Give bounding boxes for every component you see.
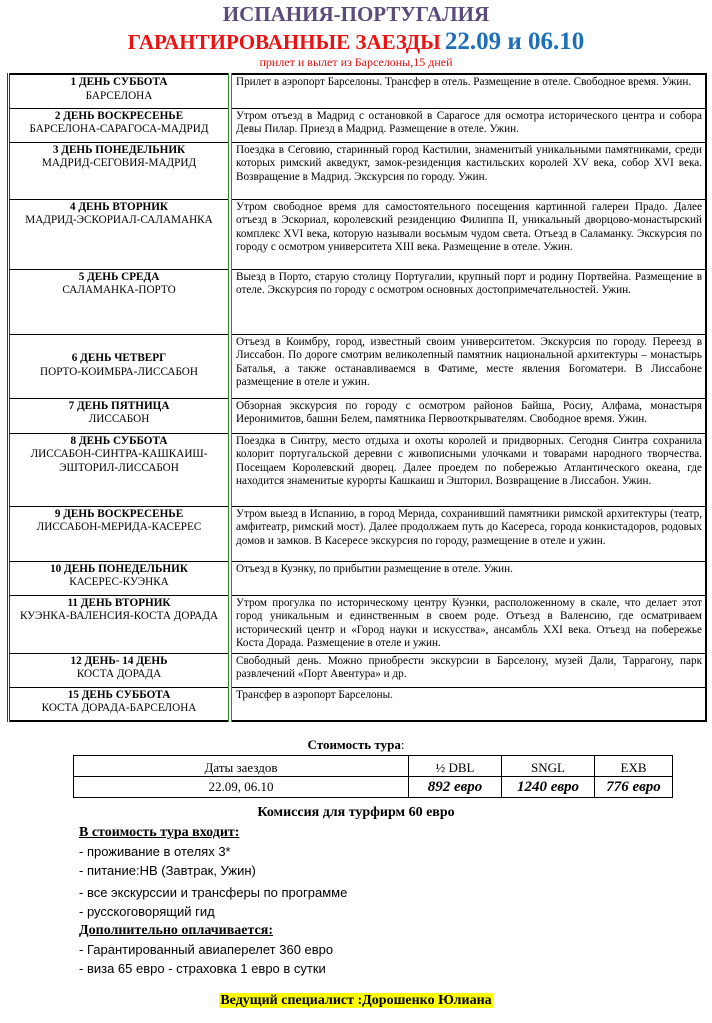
day-route: ЛИССАБОН-СИНТРА-КАШКАИШ-ЭШТОРИЛ-ЛИССАБОН: [30, 448, 208, 474]
extra-item: - Гарантированный авиаперелет 360 евро: [79, 942, 334, 957]
day-description: Утром отъезд в Мадрид с остановкой в Сарагосе для осмотра исторического центра и собора Девы Пилар. Приезд в Мадрид. Размещение в отеле. Ужин.: [230, 108, 706, 142]
tour-cost-label: Стоимость тура: [307, 737, 401, 752]
day-route: КУЭНКА-ВАЛЕНСИЯ-КОСТА ДОРАДА: [19, 610, 219, 622]
price-sngl: 1240 евро: [502, 777, 595, 798]
day-description: Поездка в Синтру, место отдыха и охоты королей и придворных. Сегодня Синтра сохранила колорит португальской деревни с живописными улочками и товарами народного творчества. Посещаем Королевский дворец. Далее проедем по побережью Атлантического океана, где находится знаменитые курорты Кашкаиш и Эшторил. Возвращение в Лиссабон. Ужин.: [230, 433, 706, 506]
day-route: БАРСЕЛОНА-САРАГОСА-МАДРИД: [29, 123, 209, 135]
included-item: - русскоговорящий гид: [79, 904, 215, 919]
itinerary-row: [9, 74, 707, 108]
price-row: [74, 777, 673, 798]
itinerary-row: [9, 561, 707, 595]
day-cell: [9, 653, 231, 687]
included-item: - питание:HB (Завтрак, Ужин): [79, 863, 256, 878]
day-label: 6 ДЕНЬ ЧЕТВЕРГ: [71, 352, 167, 364]
col-dates-header: Даты заездов: [74, 756, 409, 777]
inclusions-section: [79, 823, 347, 978]
extra-item: - виза 65 евро - страховка 1 евро в сутки: [79, 961, 326, 976]
guaranteed-departures-heading: [0, 28, 712, 56]
day-cell: [9, 506, 231, 561]
day-description: Поездка в Сеговию, старинный город Кастилии, знаменитый уникальными памятниками, среди которых римский акведукт, замок-резиденция кастильских королей XV века, собор XVI века. Возвращение в Мадрид. Экскурсия по городу. Ужин.: [230, 142, 706, 199]
day-label: 5 ДЕНЬ СРЕДА: [78, 270, 160, 283]
day-label: 11 ДЕНЬ ВТОРНИК: [67, 596, 171, 609]
guaranteed-departures-label: ГАРАНТИРОВАННЫЕ ЗАЕЗДЫ: [127, 30, 441, 54]
itinerary-row: [9, 506, 707, 561]
day-route: КОСТА ДОРАДА-БАРСЕЛОНА: [41, 702, 197, 714]
day-description: Утром прогулка по историческому центру Куэнки, расположенному в скале, что делает этот город уникальным и единственным в своем роде. Отъезд в Валенсию, где осматриваем исторический центр и «Город науки и искусства», ансамбль XXI века. Отъезд на побережье Коста Дорада. Размещение в отеле и ужин.: [230, 595, 706, 653]
specialist-footer: [0, 991, 712, 1009]
day-cell: [9, 595, 231, 653]
tour-cost-heading: [0, 737, 712, 753]
day-label: 10 ДЕНЬ ПОНЕДЕЛЬНИК: [50, 562, 188, 575]
price-exb: 776 евро: [595, 777, 673, 798]
day-description: Свободный день. Можно приобрести экскурсии в Барселону, музей Дали, Таррагону, парк развлечений «Порт Авентура» и др.: [230, 653, 706, 687]
itinerary-row: [9, 595, 707, 653]
price-dbl: 892 евро: [409, 777, 502, 798]
itinerary-row: [9, 199, 707, 269]
price-dates: 22.09, 06.10: [74, 777, 409, 798]
price-header-row: [74, 756, 673, 777]
day-cell: [9, 108, 231, 142]
day-cell: [9, 561, 231, 595]
itinerary-row: [9, 108, 707, 142]
departure-dates: 22.09 и 06.10: [444, 28, 585, 55]
day-cell: [9, 74, 231, 108]
day-label: 8 ДЕНЬ СУББОТА: [70, 434, 168, 447]
day-description: Прилет в аэропорт Барселоны. Трансфер в отель. Размещение в отеле. Свободное время. Ужин.: [230, 74, 706, 108]
col-sngl-header: SNGL: [502, 756, 595, 777]
day-description: Выезд в Порто, старую столицу Португалии, крупный порт и родину Портвейна. Размещение в отеле. Экскурсия по городу с осмотром основных достопримечательностей. Ужин.: [230, 269, 706, 334]
day-cell: [9, 142, 231, 199]
itinerary-row: [9, 687, 707, 721]
day-route: МАДРИД-ЭСКОРИАЛ-САЛАМАНКА: [25, 214, 213, 226]
specialist-name: Ведущий специалист :Дорошенко Юлиана: [220, 993, 492, 1008]
day-description: Утром свободное время для самостоятельного посещения картинной галереи Прадо. Далее отъезд в Эскориал, королевский резиденцию Филиппа II, уникальный дворцово-монастырский комплекс XVI века, которую называли восьмым чудом света. Отъезд в Саламанку. Экскурсия по городу с осмотром университета XIII века. Размещение в отеле. Ужин.: [230, 199, 706, 269]
day-description: Обзорная экскурсия по городу с осмотром районов Байша, Росиу, Алфама, монастыря Иеронимитов, башни Белем, памятника Первооткрывателям. Свободное время. Ужин.: [230, 398, 706, 433]
day-cell: [9, 334, 231, 398]
included-heading: В стоимость тура входит:: [79, 825, 240, 840]
day-route: МАДРИД-СЕГОВИЯ-МАДРИД: [41, 157, 197, 169]
day-route: БАРСЕЛОНА: [85, 89, 153, 102]
tour-cost-colon: :: [400, 737, 405, 752]
col-exb-header: EXB: [595, 756, 673, 777]
price-table: [73, 755, 673, 798]
itinerary-row: [9, 653, 707, 687]
agency-commission: Комиссия для турфирм 60 евро: [257, 805, 455, 820]
itinerary-row: [9, 433, 707, 506]
included-item: - проживание в отелях 3*: [79, 844, 231, 859]
tour-tagline: прилет и вылет из Барселоны,15 дней: [259, 55, 453, 69]
day-cell: [9, 433, 231, 506]
day-route: ЛИССАБОН-МЕРИДА-КАСЕРЕС: [36, 521, 202, 533]
day-label: 3 ДЕНЬ ПОНЕДЕЛЬНИК: [52, 143, 186, 156]
page-title: ИСПАНИЯ-ПОРТУГАЛИЯ: [222, 2, 490, 26]
itinerary-table: [7, 73, 707, 722]
included-item: - все экскурссии и трансферы по программе: [79, 885, 348, 900]
day-description: Отъезд в Коимбру, город, известный своим университетом. Экскурсия по городу. Переезд в Лиссабон. По дороге смотрим великолепный памятник национальной архитектуры – монастырь Баталья, а также останавливаемся в Фатиме, месте явления Богоматери. В Лиссабоне размещение в отеле и ужин.: [230, 334, 706, 398]
day-label: 2 ДЕНЬ ВОСКРЕСЕНЬЕ: [54, 109, 184, 122]
day-route: КОСТА ДОРАДА: [76, 668, 162, 680]
itinerary-row: [9, 334, 707, 398]
col-dbl-header: ½ DBL: [409, 756, 502, 777]
day-cell: [9, 398, 231, 433]
day-route: ПОРТО-КОИМБРА-ЛИССАБОН: [40, 365, 198, 378]
day-label: 15 ДЕНЬ СУББОТА: [67, 688, 171, 701]
day-cell: [9, 199, 231, 269]
day-description: Трансфер в аэропорт Барселоны.: [230, 687, 706, 721]
day-label: 12 ДЕНЬ- 14 ДЕНЬ: [70, 654, 168, 667]
itinerary-row: [9, 142, 707, 199]
day-label: 9 ДЕНЬ ВОСКРЕСЕНЬЕ: [54, 507, 184, 520]
day-route: САЛАМАНКА-ПОРТО: [62, 284, 176, 296]
day-cell: [9, 687, 231, 721]
day-label: 4 ДЕНЬ ВТОРНИК: [69, 200, 169, 213]
day-description: Утром выезд в Испанию, в город Мерида, сохранивший памятники римской архитектуры (театр, амфитеатр, римский мост). Далее продолжаем путь до Касереса, города конкистадоров, родовых домов и замков. В Касересе экскурсия по городу, размещение в отеле и ужин.: [230, 506, 706, 561]
day-route: ЛИССАБОН: [88, 413, 150, 425]
day-label: 7 ДЕНЬ ПЯТНИЦА: [68, 399, 170, 412]
day-route: КАСЕРЕС-КУЭНКА: [69, 576, 169, 588]
day-label: 1 ДЕНЬ СУББОТА: [70, 76, 168, 88]
day-description: Отъезд в Куэнку, по прибытии размещение в отеле. Ужин.: [230, 561, 706, 595]
itinerary-row: [9, 398, 707, 433]
extra-heading: Дополнительно оплачивается:: [79, 923, 274, 938]
day-cell: [9, 269, 231, 334]
itinerary-row: [9, 269, 707, 334]
